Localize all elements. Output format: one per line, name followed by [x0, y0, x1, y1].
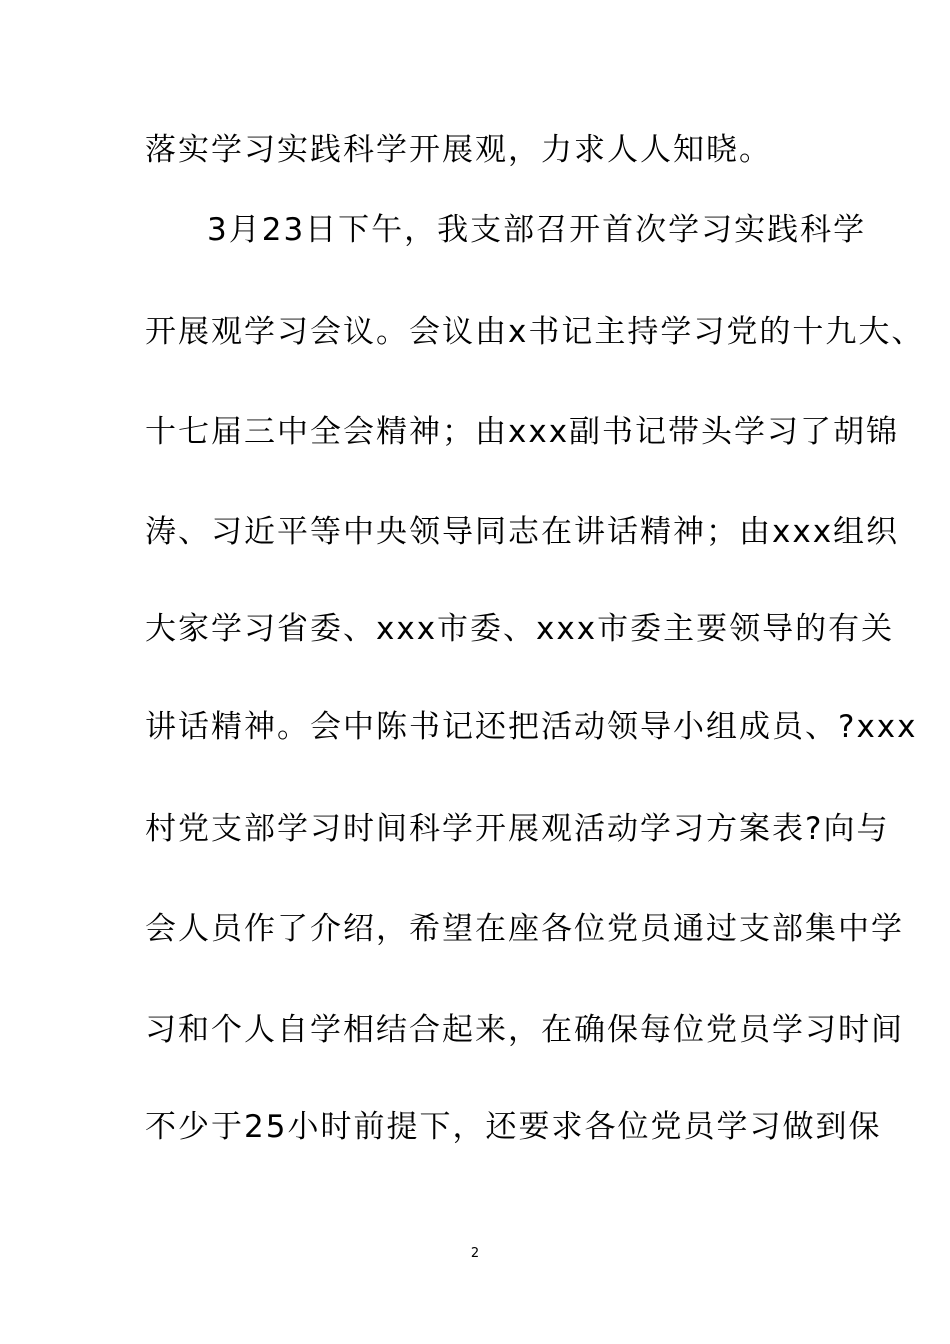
text-line: 落实学习实践科学开展观，力求人人知晓。 — [145, 132, 772, 168]
text-line: 涛、习近平等中央领导同志在讲话精神；由xxx组织 — [145, 514, 900, 550]
text-line: 村党支部学习时间科学开展观活动学习方案表?向与 — [145, 811, 890, 847]
text-line: 不少于25小时前提下，还要求各位党员学习做到保 — [145, 1109, 882, 1145]
text-line: 会人员作了介绍，希望在座各位党员通过支部集中学 — [145, 911, 904, 947]
text-line: 习和个人自学相结合起来，在确保每位党员学习时间 — [145, 1012, 904, 1048]
text-line: 讲话精神。会中陈书记还把活动领导小组成员、?xxx — [145, 709, 918, 745]
text-line: 大家学习省委、xxx市委、xxx市委主要领导的有关 — [145, 611, 895, 647]
page-number: 2 — [470, 1246, 480, 1261]
text-line: 十七届三中全会精神；由xxx副书记带头学习了胡锦 — [145, 414, 900, 450]
text-line: 开展观学习会议。会议由x书记主持学习党的十九大、 — [145, 314, 925, 350]
paragraph-first-line: 3月23日下午，我支部召开首次学习实践科学 — [207, 212, 867, 248]
